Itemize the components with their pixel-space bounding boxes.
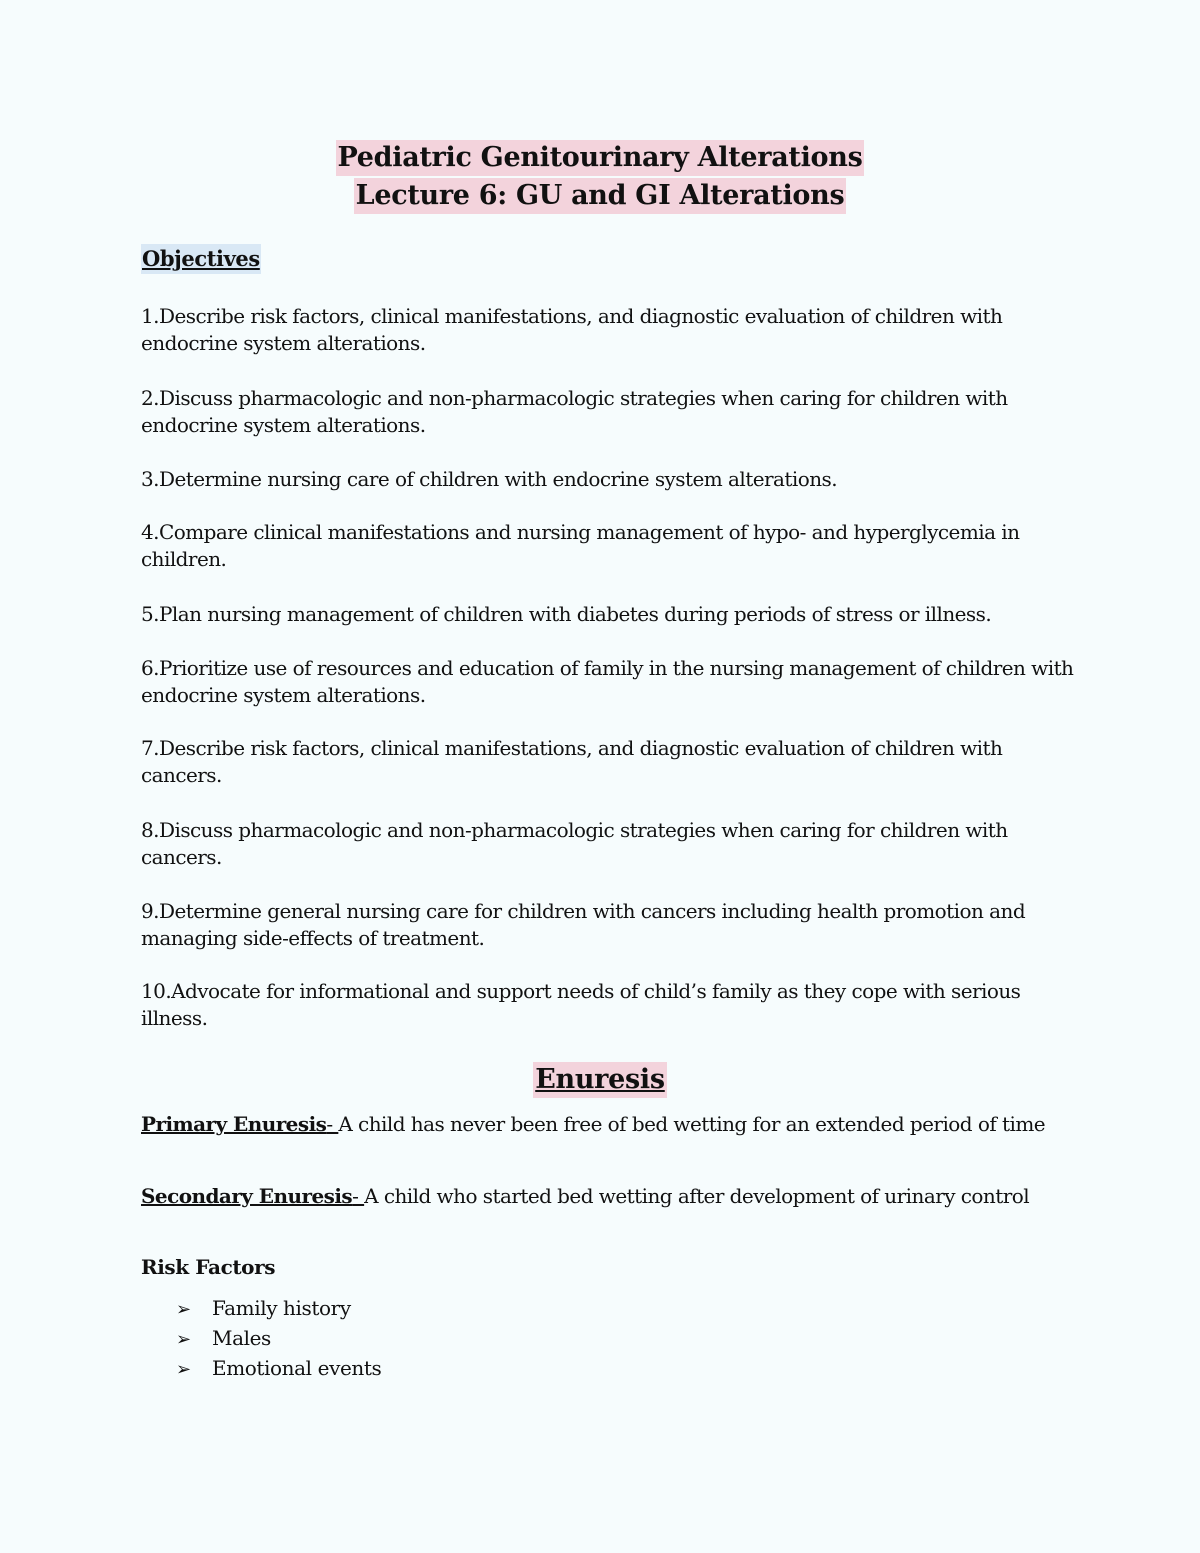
secondary-enuresis-text: A child who started bed wetting after development of urinary control (364, 1184, 1030, 1208)
list-item (176, 1323, 381, 1353)
list-item (176, 1353, 381, 1383)
secondary-enuresis-term: Secondary Enuresis (141, 1184, 353, 1208)
risk-factor-label: Family history (212, 1296, 351, 1320)
objective-item: 2.Discuss pharmacologic and non-pharmacologic strategies when caring for children with endocrine system alterations. (141, 386, 1008, 437)
secondary-enuresis-dash: - (352, 1184, 365, 1208)
arrowhead-bullet-icon: ➢ (176, 1329, 191, 1350)
title-line-2: Lecture 6: GU and GI Alterations (354, 178, 847, 214)
objective-item: 3.Determine nursing care of children with endocrine system alterations. (141, 467, 838, 491)
arrowhead-bullet-icon: ➢ (176, 1299, 191, 1320)
title-line-1: Pediatric Genitourinary Alterations (336, 140, 865, 176)
objectives-heading: Objectives (141, 244, 261, 274)
primary-enuresis-definition (141, 1109, 1081, 1139)
document-title (0, 140, 1200, 216)
list-item (176, 1293, 381, 1323)
objective-item: 7.Describe risk factors, clinical manifestations, and diagnostic evaluation of children with cancers. (141, 736, 1003, 787)
risk-factors-list (176, 1293, 381, 1383)
objective-item: 5.Plan nursing management of children with diabetes during periods of stress or illness. (141, 602, 992, 626)
enuresis-heading-text: Enuresis (533, 1062, 667, 1098)
objective-item: 6.Prioritize use of resources and education of family in the nursing management of children with endocrine system alterations. (141, 656, 1074, 707)
enuresis-heading (0, 1062, 1200, 1098)
primary-enuresis-dash: - (326, 1112, 339, 1136)
secondary-enuresis-definition (141, 1181, 1081, 1211)
objective-item: 8.Discuss pharmacologic and non-pharmacologic strategies when caring for children with cancers. (141, 818, 1008, 869)
objective-item: 10.Advocate for informational and support needs of child’s family as they cope with serious illness. (141, 979, 1021, 1030)
primary-enuresis-text: A child has never been free of bed wetting for an extended period of time (338, 1112, 1046, 1136)
objective-item: 4.Compare clinical manifestations and nursing management of hypo- and hyperglycemia in children. (141, 520, 1020, 571)
risk-factor-label: Males (212, 1326, 271, 1350)
risk-factors-heading: Risk Factors (141, 1255, 276, 1279)
primary-enuresis-term: Primary Enuresis (141, 1112, 327, 1136)
risk-factor-label: Emotional events (212, 1356, 382, 1380)
objective-item: 1.Describe risk factors, clinical manifestations, and diagnostic evaluation of children with endocrine system alterations. (141, 304, 1003, 355)
objective-item: 9.Determine general nursing care for children with cancers including health promotion and managing side-effects of treatment. (141, 899, 1026, 950)
arrowhead-bullet-icon: ➢ (176, 1359, 191, 1380)
